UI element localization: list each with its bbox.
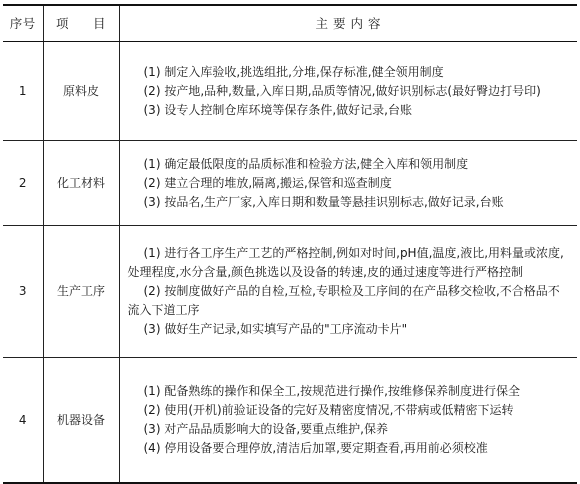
row-item: 化工材料 — [43, 141, 119, 226]
header-item-char-b: 目 — [93, 16, 107, 31]
quality-control-table — [3, 4, 577, 484]
table-row — [3, 141, 577, 226]
row-item: 生产工序 — [43, 226, 119, 358]
row-number: 2 — [3, 141, 43, 226]
content-line: (4) 停用设备要合理停放,清洁后加罩,要定期查看,再用前必须校准 — [143, 441, 488, 455]
row-content — [119, 42, 577, 141]
header-serial-number: 序号 — [3, 5, 43, 42]
row-content — [119, 226, 577, 358]
content-line: (2) 按制度做好产品的自检,互检,专职检及工序间的在产品移交检收,不合格品不流入下道工序 — [127, 284, 560, 317]
row-number: 3 — [3, 226, 43, 358]
table-row — [3, 226, 577, 358]
content-line: (1) 制定入库验收,挑选组批,分堆,保存标准,健全领用制度 — [143, 64, 444, 79]
row-item: 机器设备 — [43, 358, 119, 484]
content-line: (2) 按产地,品种,数量,入库日期,品质等情况,做好识别标志(最好臀边打号印) — [143, 83, 541, 98]
content-line: (3) 做好生产记录,如实填写产品的"工序流动卡片" — [143, 322, 408, 336]
table-row — [3, 358, 577, 484]
header-main-content: 主 要 内 容 — [119, 5, 577, 42]
row-number: 4 — [3, 358, 43, 484]
table-row — [3, 42, 577, 141]
content-line: (1) 配备熟练的操作和保全工,按规范进行操作,按维修保养制度进行保全 — [143, 384, 520, 398]
row-item: 原料皮 — [43, 42, 119, 141]
content-line: (3) 按品名,生产厂家,入库日期和数量等悬挂识别标志,做好记录,台账 — [143, 194, 504, 209]
header-item — [43, 5, 119, 42]
header-row — [3, 5, 577, 42]
content-line: (1) 进行各工序生产工艺的严格控制,例如对时间,pH值,温度,液比,用料量或浓度,处理程度,水分含量,颜色挑选以及设备的转速,皮的通过速度等进行严格控制 — [127, 246, 564, 279]
content-line: (2) 使用(开机)前验证设备的完好及精密度情况,不带病或低精密下运转 — [143, 403, 514, 417]
header-item-char-a: 项 — [55, 16, 69, 31]
row-number: 1 — [3, 42, 43, 141]
content-line: (1) 确定最低限度的品质标准和检验方法,健全入库和领用制度 — [143, 156, 469, 171]
content-line: (3) 设专人控制仓库环境等保存条件,做好记录,台账 — [143, 102, 412, 117]
content-line: (3) 对产品品质影响大的设备,要重点维护,保养 — [143, 422, 388, 436]
row-content — [119, 358, 577, 484]
row-content — [119, 141, 577, 226]
content-line: (2) 建立合理的堆放,隔离,搬运,保管和巡查制度 — [143, 175, 392, 190]
